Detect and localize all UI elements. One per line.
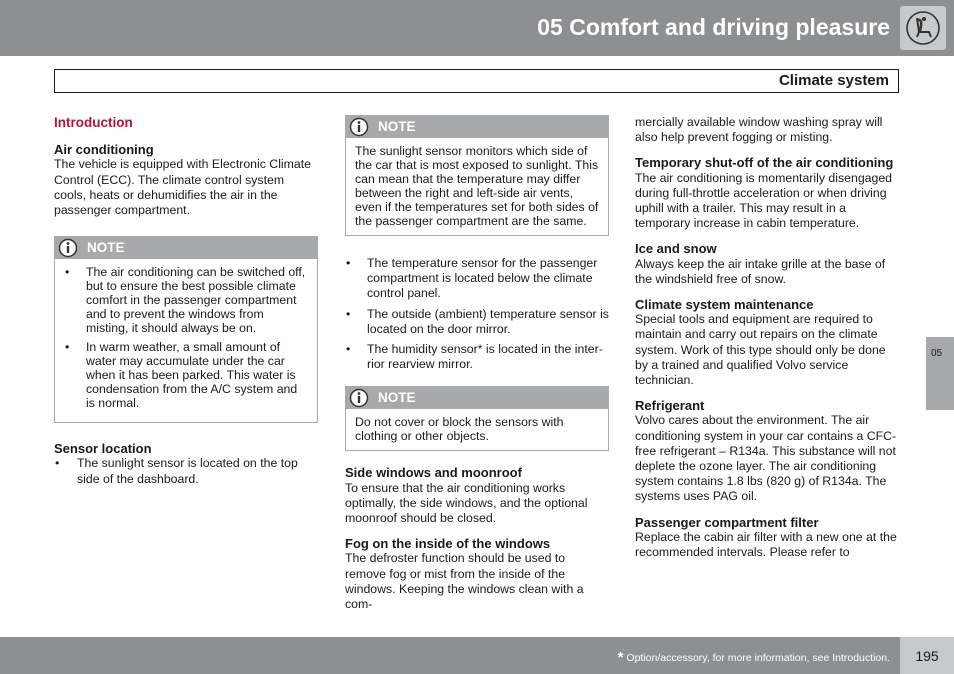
sensor-location-heading: Sensor location: [54, 441, 152, 457]
ice-snow-text: Always keep the air intake grille at the base of the windshield free of snow.: [635, 256, 886, 286]
temporary-shutoff-heading: Temporary shut-off of the air conditioning: [635, 155, 894, 171]
list-item: • The humidity sensor* is located in the inter-rior rearview mirror.: [346, 342, 603, 372]
fog-text: The defroster function should be used to remove fog or mist from the inside of the windows. Keeping the windows clean with a com-: [345, 551, 584, 612]
side-windows-text: To ensure that the air conditioning works optimally, the side windows, and the optional moonroof should be closed.: [345, 480, 588, 526]
side-windows-heading: Side windows and moonroof: [345, 465, 522, 481]
note-label: NOTE: [378, 119, 416, 134]
section-title: Climate system: [778, 72, 889, 89]
note-body: [55, 259, 317, 422]
list-item: • The outside (ambient) temperature sensor is located on the door mirror.: [346, 306, 609, 336]
ice-snow-heading: Ice and snow: [635, 241, 717, 257]
air-conditioning-heading: Air conditioning: [54, 142, 154, 158]
introduction-heading: Introduction: [54, 115, 133, 130]
air-conditioning-text: The vehicle is equipped with Electronic Climate Control (ECC). The climate control system cools, heats or dehumidifies the air in the passenger compartment.: [54, 157, 311, 218]
refrigerant-text: Volvo cares about the environment. The air conditioning system in your car contains a CFC-free refrigerant – R134a. This substance will not deplete the ozone layer. The air conditioning system contains 1.8 lbs (820 g) of R134a. The systems uses PAG oil.: [635, 413, 897, 504]
chapter-header: [0, 0, 954, 56]
continued-text: mercially available window washing spray will also help prevent fogging or misting.: [635, 115, 883, 145]
chapter-side-tab: [926, 337, 954, 410]
chapter-title: 05 Comfort and driving pleasure: [537, 14, 890, 40]
note-label: NOTE: [87, 240, 125, 256]
temporary-shutoff-text: The air conditioning is momentarily disengaged during full-throttle acceleration or when driving uphill with a trailer. This may result in a temporary increase in cabin temperature.: [635, 170, 893, 231]
list-item: • In warm weather, a small amount of water may accumulate under the car when it has been parked. This water is condensation from the A/C system and is normal.: [65, 340, 298, 411]
refrigerant-heading: Refrigerant: [635, 398, 705, 414]
list-item: • The air conditioning can be switched off, but to ensure the best possible climate comfort in the passenger compartment and to prevent the windows from misting, it should always be on.: [65, 265, 306, 336]
footnote: [618, 649, 890, 666]
seat-icon: [900, 6, 946, 50]
note-box-3: [345, 386, 609, 451]
note-label: NOTE: [378, 390, 416, 406]
info-icon: [58, 238, 78, 258]
section-header: [54, 69, 899, 93]
note-box-1: [54, 236, 318, 423]
side-tab-label: 05: [931, 348, 943, 359]
note-header: [55, 237, 317, 259]
footnote-star: *: [617, 649, 624, 666]
column-3: [635, 115, 901, 570]
note-header: [346, 116, 608, 138]
maintenance-text: Special tools and equipment are required to maintain and carry out repairs on the climate system. Work of this type should only be done by a trained and qualified Volvo service technician.: [635, 312, 886, 388]
footnote-text: Option/accessory, for more information, see Introduction.: [626, 652, 890, 664]
page-number: 195: [900, 637, 954, 674]
note-body: The sunlight sensor monitors which side of the car that is most exposed to sunlight. This can mean that the temperature may differ between the right and left-side air vents, even if the temperatures set for both sides of the passenger compartment are the same.: [355, 144, 599, 228]
note-box-2: [345, 115, 609, 236]
list-item: • The sunlight sensor is located on the top side of the dashboard.: [55, 456, 298, 486]
info-icon: [349, 388, 369, 408]
note-header: [346, 387, 608, 409]
fog-heading: Fog on the inside of the windows: [345, 536, 551, 552]
filter-heading: Passenger compartment filter: [635, 514, 819, 530]
filter-text: Replace the cabin air filter with a new one at the recommended intervals. Please refer to: [635, 529, 897, 560]
page-footer: [0, 637, 954, 674]
list-item: • The temperature sensor for the passenger compartment is located below the climate control panel.: [346, 256, 598, 301]
column-1: [54, 115, 318, 492]
maintenance-heading: Climate system maintenance: [635, 297, 814, 313]
column-2: [345, 115, 609, 622]
info-icon: [349, 117, 369, 137]
note-body: Do not cover or block the sensors with clothing or other objects.: [355, 415, 564, 444]
